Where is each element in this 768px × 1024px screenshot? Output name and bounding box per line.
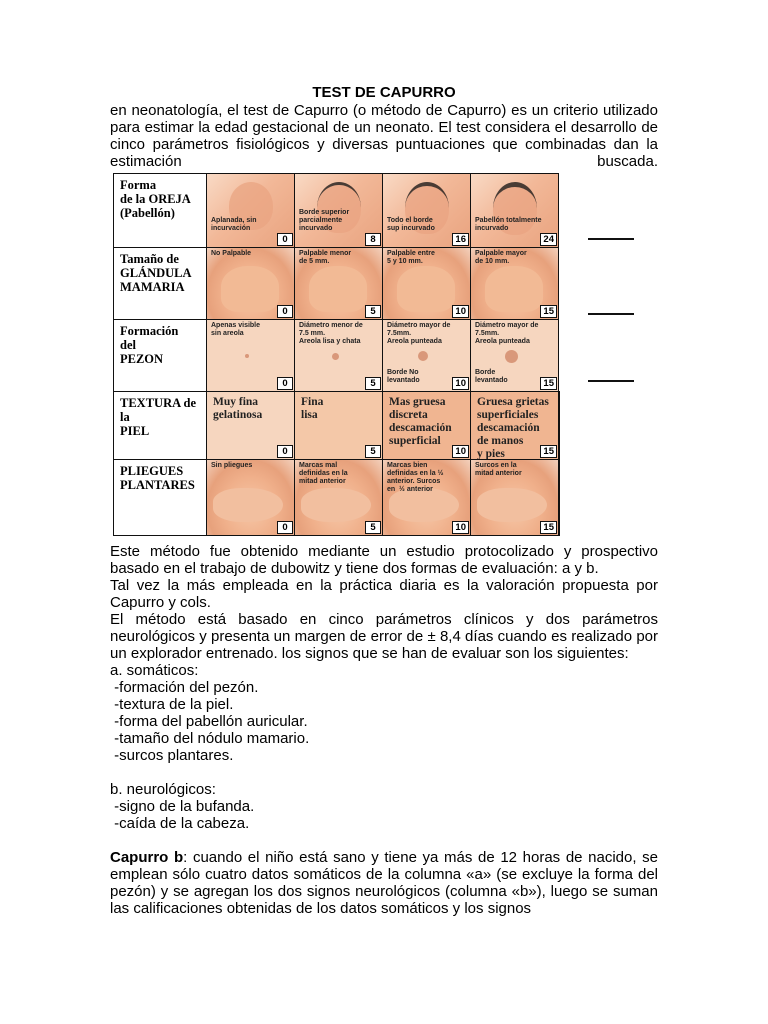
list-item: -surcos plantares. <box>110 747 234 764</box>
score-cell <box>294 247 383 320</box>
score-cell <box>206 459 295 536</box>
score-value: 15 <box>540 521 557 534</box>
intro-paragraph: en neonatología, el test de Capurro (o método de Capurro) es un criterio utilizado para estimar la edad gestacional de un neonato. El test considera el desarrollo de cinco parámetros fisiológicos y diversas puntuaciones que combinadas dan la estimación buscada. <box>110 102 658 170</box>
score-cell <box>470 173 559 248</box>
score-cell <box>382 173 471 248</box>
score-cell <box>382 247 471 320</box>
criterion-caption: Surcos en la mitad anterior <box>475 462 522 477</box>
score-cell <box>294 319 383 392</box>
score-value: 5 <box>365 521 381 534</box>
score-cell <box>382 391 471 460</box>
neuro-heading: b. neurológicos: <box>110 781 216 798</box>
criterion-caption: Palpable menor de 5 mm. <box>299 250 352 265</box>
score-cell <box>206 247 295 320</box>
criterion-caption: Marcas bien definidas en la ½ anterior. Surcos en ½ anterior <box>387 462 444 493</box>
score-value: 24 <box>540 233 557 246</box>
criterion-caption: Apenas visible sin areola <box>211 322 261 337</box>
score-cell <box>470 391 559 460</box>
nipple-illustration <box>505 350 518 363</box>
criterion-caption: Palpable mayor de 10 mm. <box>475 250 527 265</box>
score-cell <box>294 391 383 460</box>
criterion-caption: Mas gruesa discreta descamación superficial <box>389 396 452 447</box>
capurro-b-paragraph <box>110 849 658 917</box>
list-item: -forma del pabellón auricular. <box>110 713 308 730</box>
list-item: -tamaño del nódulo mamario. <box>110 730 310 747</box>
score-cell <box>206 319 295 392</box>
score-value: 0 <box>277 305 293 318</box>
nipple-illustration <box>245 354 249 358</box>
criterion-caption: Aplanada, sin incurvación <box>211 217 257 232</box>
score-cell <box>470 459 559 536</box>
row-label: Forma de la OREJA (Pabellón) <box>120 178 191 220</box>
answer-blank-line <box>588 380 634 382</box>
score-cell <box>382 459 471 536</box>
row-label-cell <box>113 247 207 320</box>
criterion-note: Borde levantado <box>475 369 508 384</box>
parameters-paragraph: El método está basado en cinco parámetros clínicos y dos parámetros neurológicos y presenta un margen de error de ± 8,4 días cuando es realizado por un explorador entrenado. los signos que se han de evaluar son los siguientes: <box>110 611 658 662</box>
infant-chest-illustration <box>485 266 543 312</box>
score-value: 5 <box>365 377 381 390</box>
capurro-table <box>113 173 661 539</box>
list-item: -textura de la piel. <box>110 696 234 713</box>
criterion-caption: Borde superior parcialmente incurvado <box>299 209 350 232</box>
score-value: 0 <box>277 377 293 390</box>
document-page <box>110 84 658 917</box>
score-cell <box>206 391 295 460</box>
row-label: TEXTURA de la PIEL <box>120 396 197 438</box>
answer-blank-line <box>588 313 634 315</box>
score-value: 15 <box>540 305 557 318</box>
score-cell <box>294 173 383 248</box>
row-label: PLIEGUES PLANTARES <box>120 464 195 492</box>
criterion-caption: Palpable entre 5 y 10 mm. <box>387 250 435 265</box>
score-cell <box>558 459 560 536</box>
score-value: 10 <box>452 445 469 458</box>
row-label-cell <box>113 173 207 248</box>
nipple-illustration <box>418 351 428 361</box>
score-value: 10 <box>452 305 469 318</box>
nipple-illustration <box>332 353 339 360</box>
foot-illustration <box>477 488 547 522</box>
score-value: 8 <box>365 233 381 246</box>
score-value: 15 <box>540 377 557 390</box>
row-label: Tamaño de GLÁNDULA MAMARIA <box>120 252 192 294</box>
row-label-cell <box>113 319 207 392</box>
row-label-cell <box>113 459 207 536</box>
somatic-heading: a. somáticos: <box>110 662 199 679</box>
criterion-caption: Marcas mal definidas en la mitad anterior <box>299 462 348 485</box>
answer-blank-line <box>588 238 634 240</box>
list-item: -signo de la bufanda. <box>110 798 255 815</box>
criterion-caption: Diámetro mayor de 7.5mm. Areola punteada <box>475 322 539 345</box>
score-cell <box>470 319 559 392</box>
capurro-b-label: Capurro b <box>110 849 184 866</box>
criterion-caption: Pabellón totalmente incurvado <box>475 217 542 232</box>
row-label: Formación del PEZON <box>120 324 179 366</box>
criterion-caption: Fina lisa <box>301 396 324 421</box>
score-value: 5 <box>365 305 381 318</box>
score-value: 5 <box>365 445 381 458</box>
score-cell <box>558 391 560 460</box>
criterion-caption: Muy fina gelatinosa <box>213 396 263 421</box>
criterion-caption: Gruesa grietas superficiales descamación de manos y pies <box>477 396 549 460</box>
infant-chest-illustration <box>309 266 367 312</box>
score-value: 10 <box>452 377 469 390</box>
criterion-caption: Todo el borde sup incurvado <box>387 217 435 232</box>
score-value: 0 <box>277 233 293 246</box>
document-title: TEST DE CAPURRO <box>312 84 456 101</box>
usage-paragraph: Tal vez la más empleada en la práctica diaria es la valoración propuesta por Capurro y cols. <box>110 577 658 611</box>
score-cell <box>470 247 559 320</box>
score-cell <box>382 319 471 392</box>
method-paragraph: Este método fue obtenido mediante un estudio protocolizado y prospectivo basado en el trabajo de dubowitz y tiene dos formas de evaluación: a y b. <box>110 543 658 577</box>
criterion-caption: Diámetro menor de 7.5 mm. Areola lisa y chata <box>299 322 363 345</box>
foot-illustration <box>213 488 283 522</box>
score-value: 15 <box>540 445 557 458</box>
criterion-note: Borde No levantado <box>387 369 420 384</box>
score-value: 0 <box>277 521 293 534</box>
infant-chest-illustration <box>397 266 455 312</box>
score-cell <box>206 173 295 248</box>
criterion-caption: No Palpable <box>211 250 252 257</box>
capurro-b-text: : cuando el niño está sano y tiene ya más de 12 horas de nacido, se emplean sólo cuatro datos somáticos de la columna «a» (se excluye la forma del pezón) y se agregan los dos signos neurológicos (columna «b»), luego se suman las calificaciones obtenidas de los datos somáticos y los signos <box>110 849 658 917</box>
score-value: 16 <box>452 233 469 246</box>
infant-chest-illustration <box>221 266 279 312</box>
list-item: -caída de la cabeza. <box>110 815 250 832</box>
score-cell <box>294 459 383 536</box>
list-item: -formación del pezón. <box>110 679 259 696</box>
score-value: 10 <box>452 521 469 534</box>
row-label-cell <box>113 391 207 460</box>
criterion-caption: Diámetro mayor de 7.5mm. Areola punteada <box>387 322 451 345</box>
score-value: 0 <box>277 445 293 458</box>
foot-illustration <box>301 488 371 522</box>
capurro-grid <box>113 173 645 535</box>
criterion-caption: Sin pliegues <box>211 462 253 469</box>
